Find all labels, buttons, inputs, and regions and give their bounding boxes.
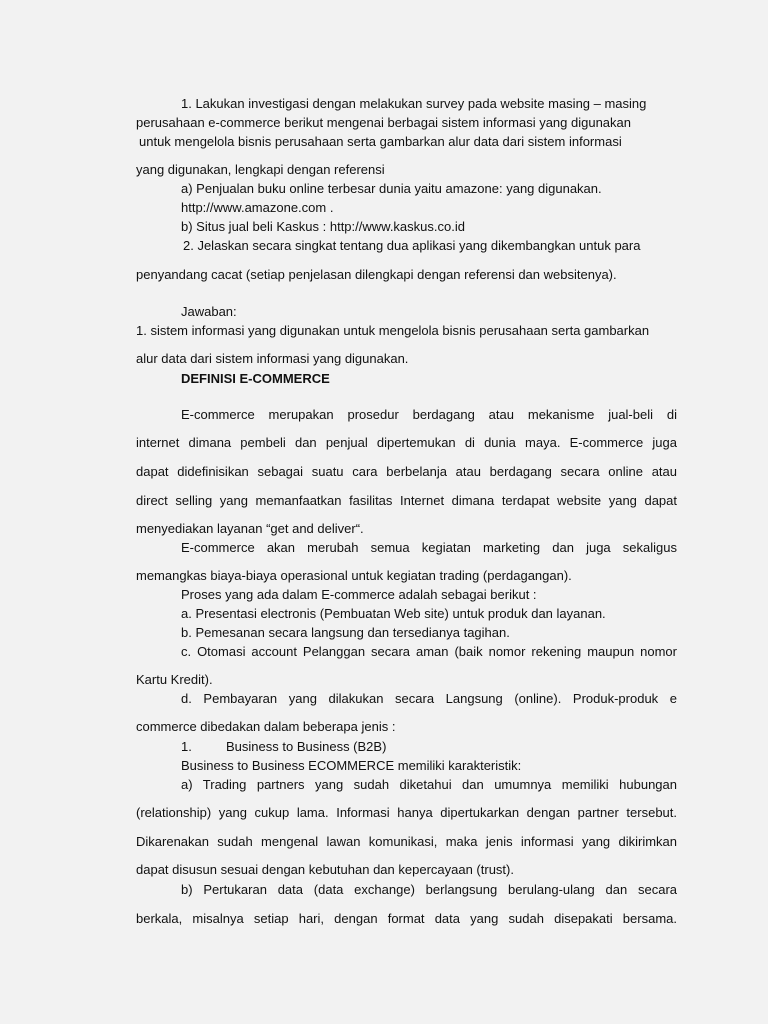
- b2b-number: 1.: [181, 739, 192, 754]
- definition-p1-line-4: direct selling yang memanfaatkan fasilitas Internet dimana terdapat website yang dapat: [136, 493, 677, 508]
- b2b-title: Business to Business (B2B): [226, 739, 387, 754]
- section-heading: DEFINISI E-COMMERCE: [181, 371, 330, 386]
- task-1-line-1: 1. Lakukan investigasi dengan melakukan survey pada website masing – masing: [181, 96, 647, 111]
- process-item-a: a. Presentasi electronis (Pembuatan Web site) untuk produk dan layanan.: [181, 606, 606, 621]
- b2b-a-line-4: dapat disusun sesuai dengan kebutuhan dan kepercayaan (trust).: [136, 862, 514, 877]
- process-item-d-line-2: commerce dibedakan dalam beberapa jenis :: [136, 719, 396, 734]
- process-intro: Proses yang ada dalam E-commerce adalah sebagai berikut :: [181, 587, 537, 602]
- task-item-a-url: http://www.amazone.com .: [181, 200, 334, 215]
- b2b-intro: Business to Business ECOMMERCE memiliki karakteristik:: [181, 758, 522, 773]
- b2b-b-line-1: b) Pertukaran data (data exchange) berlangsung berulang-ulang dan secara: [181, 882, 677, 897]
- task-2-line-1: 2. Jelaskan secara singkat tentang dua aplikasi yang dikembangkan untuk para: [183, 238, 641, 253]
- process-item-c-line-2: Kartu Kredit).: [136, 672, 213, 687]
- task-1-line-2: perusahaan e-commerce berikut mengenai berbagai sistem informasi yang digunakan: [136, 115, 631, 130]
- b2b-a-line-1: a) Trading partners yang sudah diketahui dan umumnya memiliki hubungan: [181, 777, 677, 792]
- b2b-b-line-2: berkala, misalnya setiap hari, dengan format data yang sudah disepakati bersama.: [136, 911, 677, 926]
- definition-p2-line-1: E-commerce akan merubah semua kegiatan marketing dan juga sekaligus: [181, 540, 677, 555]
- b2b-a-line-2: (relationship) yang cukup lama. Informasi hanya dipertukarkan dengan partner tersebut.: [136, 805, 677, 820]
- task-item-a-line-1: a) Penjualan buku online terbesar dunia yaitu amazone: yang digunakan.: [181, 181, 602, 196]
- definition-p1-line-2: internet dimana pembeli dan penjual dipertemukan di dunia maya. E-commerce juga: [136, 435, 677, 450]
- definition-p1-line-1: E-commerce merupakan prosedur berdagang atau mekanisme jual-beli di: [181, 407, 677, 422]
- b2b-a-line-3: Dikarenakan sudah mengenal lawan komunikasi, maka jenis informasi yang dikirimkan: [136, 834, 677, 849]
- task-item-b: b) Situs jual beli Kaskus : http://www.kaskus.co.id: [181, 219, 465, 234]
- task-2-line-2: penyandang cacat (setiap penjelasan dilengkapi dengan referensi dan websitenya).: [136, 267, 617, 282]
- process-item-d-line-1: d. Pembayaran yang dilakukan secara Langsung (online). Produk-produk e: [181, 691, 677, 706]
- definition-p2-line-2: memangkas biaya-biaya operasional untuk kegiatan trading (perdagangan).: [136, 568, 572, 583]
- answer-label: Jawaban:: [181, 304, 237, 319]
- definition-p1-line-3: dapat didefinisikan sebagai suatu cara berbelanja atau berdagang secara online atau: [136, 464, 677, 479]
- task-1-line-3: untuk mengelola bisnis perusahaan serta gambarkan alur data dari sistem informasi: [139, 134, 622, 149]
- process-item-c-line-1: c. Otomasi account Pelanggan secara aman (baik nomor rekening maupun nomor: [181, 644, 677, 659]
- definition-p1-line-5: menyediakan layanan “get and deliver“.: [136, 521, 364, 536]
- task-1-line-4: yang digunakan, lengkapi dengan referensi: [136, 162, 385, 177]
- answer-1-line-1: 1. sistem informasi yang digunakan untuk mengelola bisnis perusahaan serta gambarkan: [136, 323, 650, 338]
- answer-1-line-2: alur data dari sistem informasi yang digunakan.: [136, 351, 409, 366]
- process-item-b: b. Pemesanan secara langsung dan tersedianya tagihan.: [181, 625, 510, 640]
